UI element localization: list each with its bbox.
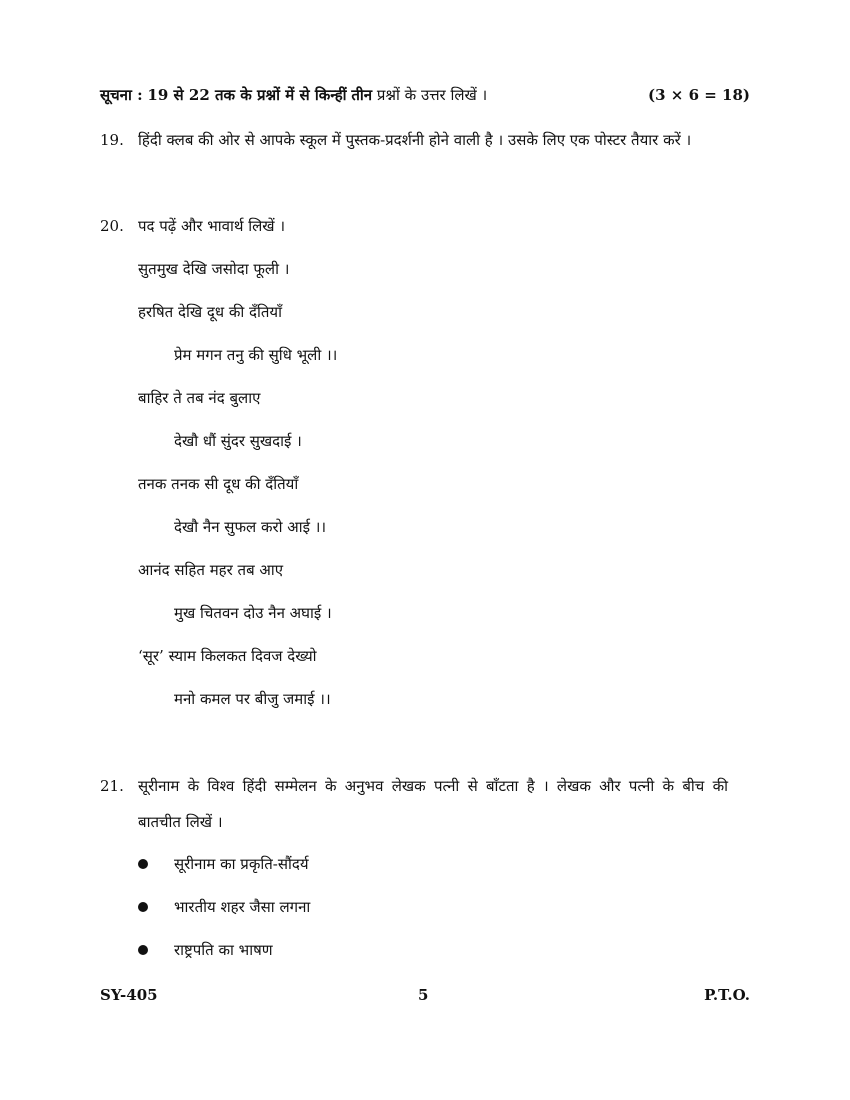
question-text-20: पद पढ़ें और भावार्थ लिखें ।	[138, 217, 286, 235]
bullet-icon	[138, 945, 148, 955]
verse-line: मनो कमल पर बीजु जमाई ।।	[174, 690, 331, 708]
instruction-line	[100, 85, 487, 105]
verse-line: बाहिर ते तब नंद बुलाए	[138, 389, 261, 407]
verse-line: आनंद सहित महर तब आए	[138, 561, 284, 579]
verse-line: सुतमुख देखि जसोदा फूली ।	[138, 260, 290, 278]
bullet-icon	[138, 859, 148, 869]
footer-page-number: 5	[418, 986, 429, 1004]
question-text-21-line2: बातचीत लिखें ।	[138, 813, 223, 831]
question-number-19: 19.	[100, 131, 124, 149]
instruction-text-part2: प्रश्नों के उत्तर लिखें ।	[376, 86, 488, 104]
instruction-text-bold: तीन	[351, 86, 373, 104]
verse-line: देखौ धौं सुंदर सुखदाई ।	[174, 432, 302, 450]
question-number-21: 21.	[100, 777, 124, 795]
question-text-19: हिंदी क्लब की ओर से आपके स्कूल में पुस्तक-प्रदर्शनी होने वाली है । उसके लिए एक पोस्टर तैयार करें ।	[138, 131, 692, 149]
verse-line: ‘सूर’ स्याम किलकत दिवज देख्यो	[138, 647, 317, 665]
bullet-item: भारतीय शहर जैसा लगना	[174, 898, 311, 916]
instruction-text-part1: 19 से 22 तक के प्रश्नों में से किन्हीं	[147, 86, 347, 104]
verse-line: मुख चितवन दोउ नैन अघाई ।	[174, 604, 332, 622]
question-number-20: 20.	[100, 217, 124, 235]
bullet-item: सूरीनाम का प्रकृति-सौंदर्य	[174, 855, 309, 873]
bullet-item: राष्ट्रपति का भाषण	[174, 941, 273, 959]
instruction-marks: (3 × 6 = 18)	[648, 86, 750, 104]
verse-line: प्रेम मगन तनु की सुधि भूली ।।	[174, 346, 338, 364]
footer-pto: P.T.O.	[704, 986, 750, 1004]
question-text-21-line1: सूरीनाम के विश्व हिंदी सम्मेलन के अनुभव लेखक पत्नी से बाँटता है । लेखक और पत्नी के बीच की	[138, 777, 728, 795]
verse-line: हरषित देखि दूध की दँतियाँ	[138, 303, 282, 321]
instruction-label: सूचना :	[100, 86, 143, 104]
verse-line: तनक तनक सी दूध की दँतियाँ	[138, 475, 299, 493]
footer-code: SY-405	[100, 986, 158, 1004]
bullet-icon	[138, 902, 148, 912]
verse-line: देखौ नैन सुफल करो आई ।।	[174, 518, 327, 536]
